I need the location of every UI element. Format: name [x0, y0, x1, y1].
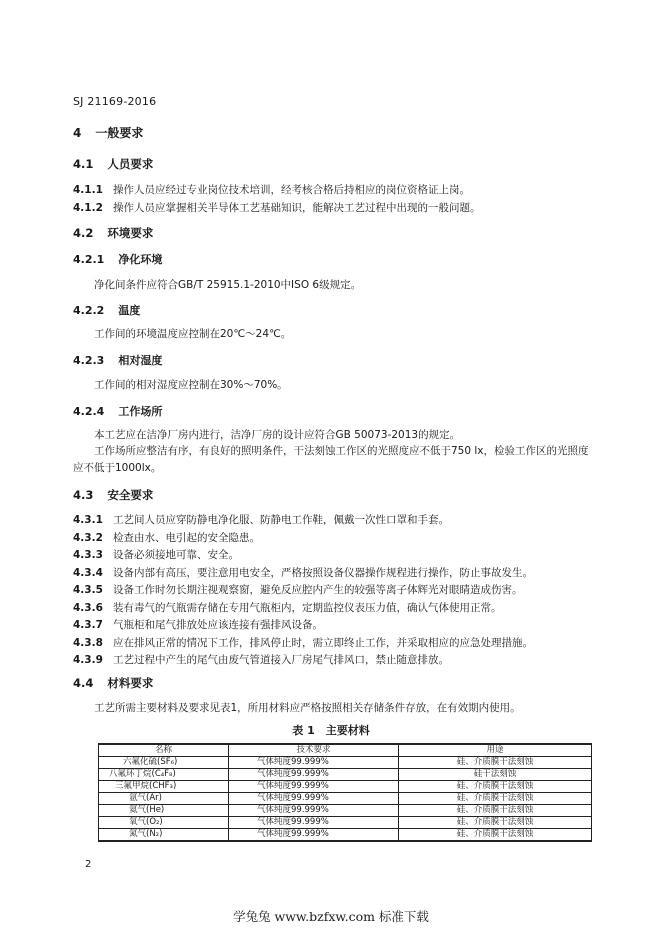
table-row	[99, 829, 592, 842]
section-title: 安全要求	[107, 488, 154, 502]
standard-code: SJ 21169-2016	[73, 95, 157, 108]
cell-requirement: 气体纯度99.999%	[229, 757, 399, 769]
clause-text: 操作人员应经过专业岗位技术培训，经考核合格后持相应的岗位资格证上岗。	[113, 184, 470, 196]
cell-requirement: 气体纯度99.999%	[229, 805, 399, 817]
clause-text: 操作人员应掌握相关半导体工艺基础知识，能解决工艺过程中出现的一般问题。	[113, 202, 481, 214]
cell-requirement: 气体纯度99.999%	[229, 793, 399, 805]
clause-4-1-1	[73, 182, 470, 197]
page-number: 2	[85, 859, 92, 870]
paragraph-4-2-2: 工作间的环境温度应控制在20℃～24℃。	[94, 328, 292, 340]
cell-usage: 硅、介质膜干法刻蚀	[399, 805, 592, 817]
clause-text: 设备工作时勿长期注视观察窗，避免反应腔内产生的较强等离子体辉光对眼睛造成伤害。	[113, 584, 523, 596]
clause-number: 4.1.2	[73, 202, 103, 214]
table-row	[99, 757, 592, 769]
section-number: 4.4	[73, 676, 94, 690]
paragraph-4-2-1: 净化间条件应符合GB/T 25915.1-2010中ISO 6级规定。	[94, 279, 362, 291]
cell-requirement: 气体纯度99.999%	[229, 781, 399, 793]
section-4-heading	[73, 124, 143, 141]
section-number: 4.2.4	[73, 405, 105, 418]
materials-table	[98, 743, 592, 842]
clause-number: 4.3.7	[73, 619, 103, 631]
clause-4-3-6	[73, 600, 502, 615]
clause-number: 4.3.6	[73, 602, 103, 614]
section-title: 材料要求	[107, 676, 154, 690]
section-4-2-4-heading	[73, 403, 162, 419]
table-header-row	[99, 744, 592, 757]
table-row	[99, 781, 592, 793]
clause-4-3-5	[73, 582, 523, 597]
table-row	[99, 805, 592, 817]
cell-name: 氧气(O₂)	[99, 817, 229, 829]
section-4-2-2-heading	[73, 302, 140, 318]
clause-4-3-3	[73, 547, 239, 562]
cell-name: 氦气(He)	[99, 805, 229, 817]
clause-text: 应在排风正常的情况下工作，排风停止时，需立即终止工作，并采取相应的应急处理措施。	[113, 637, 533, 649]
paragraph-4-2-4-b: 工作场所应整洁有序，有良好的照明条件，干法刻蚀工作区的光照度应不低于750 lx，检验工作区的光照度应不低于1000lx。	[73, 445, 589, 474]
clause-4-3-9	[73, 652, 449, 667]
section-4-1-heading	[73, 156, 153, 172]
cell-usage: 硅、介质膜干法刻蚀	[399, 817, 592, 829]
section-number: 4.2.2	[73, 304, 105, 317]
clause-number: 4.3.9	[73, 654, 103, 666]
section-4-2-heading	[73, 225, 153, 241]
cell-name: 八氟环丁烷(C₄F₈)	[99, 769, 229, 781]
clause-4-3-7	[73, 617, 323, 632]
cell-name: 六氟化硫(SF₆)	[99, 757, 229, 769]
section-number: 4	[73, 126, 82, 140]
section-4-3-heading	[73, 487, 153, 503]
clause-number: 4.1.1	[73, 184, 103, 196]
clause-4-1-2	[73, 200, 481, 215]
cell-usage: 硅、介质膜干法刻蚀	[399, 757, 592, 769]
cell-usage: 硅、介质膜干法刻蚀	[399, 829, 592, 842]
section-number: 4.1	[73, 157, 94, 171]
section-4-2-1-heading	[73, 251, 162, 267]
cell-requirement: 气体纯度99.999%	[229, 829, 399, 842]
clause-text: 气瓶柜和尾气排放处应该连接有强排风设备。	[113, 619, 323, 631]
clause-text: 设备必须接地可靠、安全。	[113, 549, 239, 561]
clause-number: 4.3.8	[73, 637, 103, 649]
paragraph-4-2-4-a: 本工艺应在洁净厂房内进行，洁净厂房的设计应符合GB 50073-2013的规定。	[94, 429, 461, 441]
clause-number: 4.3.5	[73, 584, 103, 596]
clause-number: 4.3.1	[73, 514, 103, 526]
cell-usage: 硅、介质膜干法刻蚀	[399, 793, 592, 805]
clause-number: 4.3.2	[73, 532, 103, 544]
cell-requirement: 气体纯度99.999%	[229, 769, 399, 781]
section-title: 人员要求	[107, 157, 154, 171]
section-4-2-3-heading	[73, 352, 162, 368]
section-title: 温度	[118, 304, 141, 317]
table-1-title: 表 1 主要材料	[292, 724, 370, 737]
clause-4-3-4	[73, 565, 533, 580]
header-technical-requirement: 技术要求	[229, 744, 399, 757]
section-4-4-heading	[73, 675, 153, 691]
section-title: 一般要求	[95, 126, 144, 140]
section-title: 相对湿度	[118, 354, 163, 367]
table-row	[99, 817, 592, 829]
clause-text: 工艺过程中产生的尾气由废气管道接入厂房尾气排风口，禁止随意排放。	[113, 654, 449, 666]
download-site-footer: 学兔兔 www.bzfxw.com 标准下载	[233, 909, 429, 924]
clause-text: 设备内部有高压，要注意用电安全，严格按照设备仪器操作规程进行操作，防止事故发生。	[113, 567, 533, 579]
paragraph-4-4: 工艺所需主要材料及要求见表1，所用材料应严格按照相关存储条件存放，在有效期内使用。	[94, 702, 521, 714]
clause-4-3-2	[73, 530, 260, 545]
table-row	[99, 793, 592, 805]
section-title: 工作场所	[118, 405, 163, 418]
clause-number: 4.3.3	[73, 549, 103, 561]
clause-text: 检查由水、电引起的安全隐患。	[113, 532, 260, 544]
cell-name: 氮气(N₂)	[99, 829, 229, 842]
section-title: 净化环境	[118, 253, 163, 266]
header-name: 名称	[99, 744, 229, 757]
header-usage: 用途	[399, 744, 592, 757]
clause-text: 工艺间人员应穿防静电净化服、防静电工作鞋，佩戴一次性口罩和手套。	[113, 514, 449, 526]
clause-number: 4.3.4	[73, 567, 103, 579]
section-number: 4.2.1	[73, 253, 105, 266]
section-number: 4.3	[73, 488, 94, 502]
paragraph-4-2-3: 工作间的相对湿度应控制在30%～70%。	[94, 379, 288, 391]
clause-text: 装有毒气的气瓶需存储在专用气瓶柜内，定期监控仪表压力值，确认气体使用正常。	[113, 602, 502, 614]
section-number: 4.2	[73, 226, 94, 240]
cell-usage: 硅干法刻蚀	[399, 769, 592, 781]
cell-usage: 硅、介质膜干法刻蚀	[399, 781, 592, 793]
clause-4-3-8	[73, 635, 533, 650]
section-title: 环境要求	[107, 226, 154, 240]
cell-requirement: 气体纯度99.999%	[229, 817, 399, 829]
clause-4-3-1	[73, 512, 449, 527]
section-number: 4.2.3	[73, 354, 105, 367]
cell-name: 三氟甲烷(CHF₃)	[99, 781, 229, 793]
table-row	[99, 769, 592, 781]
cell-name: 氩气(Ar)	[99, 793, 229, 805]
